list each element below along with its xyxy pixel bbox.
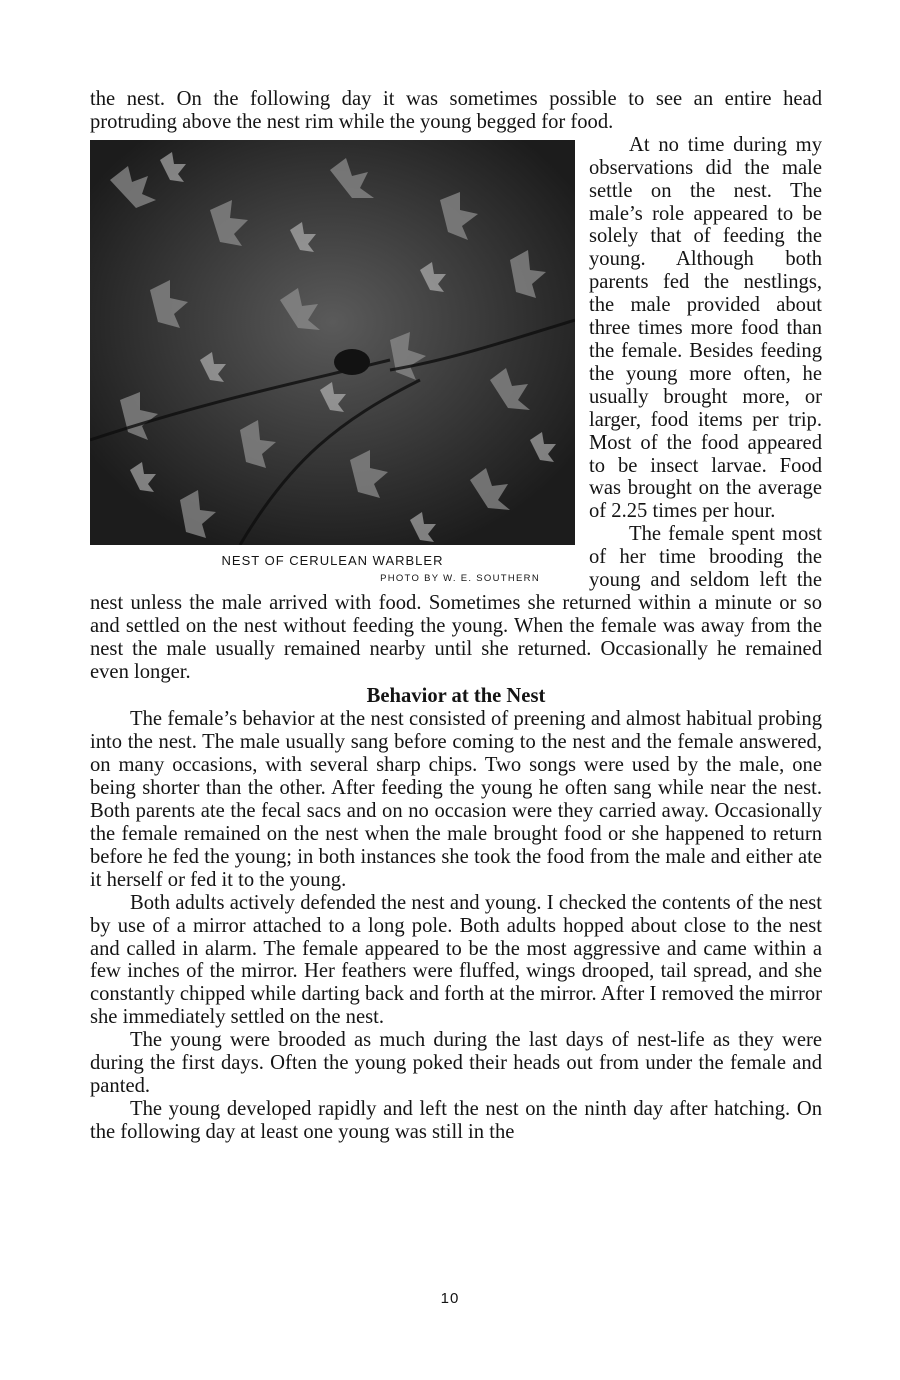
paragraph-brooding: The young were brooded as much during the last days of nest-life as they were during the first days. Often the young poked their heads out from under the female and panted. [90, 1029, 822, 1097]
figure [90, 140, 575, 587]
paragraph-fledging: The young developed rapidly and left the nest on the ninth day after hatching. On the following day at least one young was still in the [90, 1097, 822, 1143]
nest-photo [90, 140, 575, 545]
paragraph-behavior: The female’s behavior at the nest consisted of preening and almost habitual probing into the nest. The male usually sang before coming to the nest and the female answered, on many occasions, with several sharp chips. Two songs were used by the male, one being shorter than the other. After feeding the young he often sang while near the nest. Both parents ate the fecal sacs and on no occasion were they carried away. Occasionally the female remained on the nest when the male brought food or she happened to return before he fed the young; in both instances she took the food from the male and either ate it herself or fed it to the young. [90, 708, 822, 891]
section-heading: Behavior at the Nest [366, 684, 546, 707]
paragraph-continued: the nest. On the following day it was sometimes possible to see an entire head protruding above the nest rim while the young begged for food. [90, 88, 822, 133]
page-number: 10 [440, 1290, 460, 1307]
photo-credit: PHOTO BY W. E. SOUTHERN [380, 572, 540, 584]
figure-caption: NEST OF CERULEAN WARBLER [221, 552, 444, 568]
text-column [90, 88, 822, 1144]
paragraph-defense: Both adults actively defended the nest and young. I checked the contents of the nest by use of a mirror attached to a long pole. Both adults hopped about close to the nest and called in alarm. The female appeared to be the most aggressive and came within a few inches of the mirror. Her feathers were fluffed, wings drooped, tail spread, and she constantly chipped while darting back and forth at the mirror. After I removed the mirror she immediately settled on the nest. [90, 891, 822, 1029]
paragraph-female-brooding: The female spent most of her time brooding the young and seldom left the nest unless the male arrived with food. Sometimes she returned within a minute or so and settled on the nest without feeding the young. When the female was away from the nest the male usually remained nearby until she returned. Occasionally he remained even longer. [90, 523, 822, 683]
paragraph-male-role: At no time during my observations did the male settle on the nest. The male’s role appeared to be solely that of feeding the young. Although both parents fed the nestlings, the male provided about three times more food than the female. Besides feeding the young more often, he usually brought more, or larger, food items per trip. Most of the food appeared to be insect larvae. Food was brought on the average of 2.25 times per hour. [589, 133, 822, 523]
